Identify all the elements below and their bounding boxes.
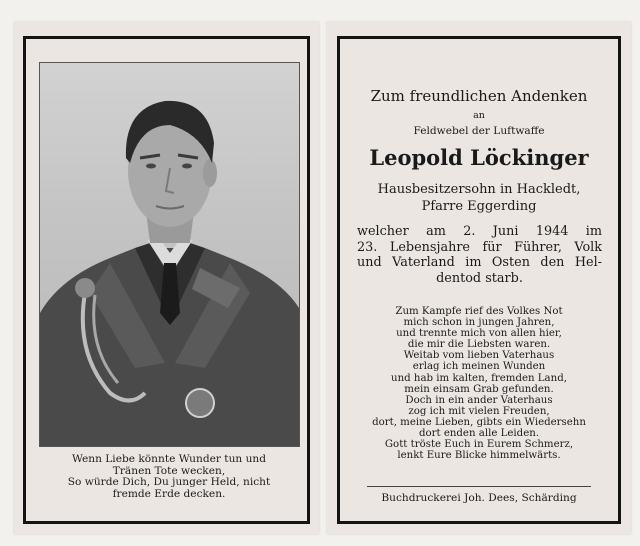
poem-line: Zum Kampfe rief des Volkes Not xyxy=(395,306,563,317)
parish-line: Pfarre Eggerding xyxy=(421,199,537,214)
poem-line: Weitab vom lieben Vaterhaus xyxy=(403,350,555,362)
poem-line: Doch in ein ander Vaterhaus xyxy=(405,394,553,406)
memorial-card-left-panel xyxy=(14,22,319,534)
memorial-heading: Zum freundlichen Andenken xyxy=(370,87,588,105)
verse-line: So würde Dich, Du junger Held, nicht xyxy=(67,476,271,489)
poem-line: und trennte mich von allen hier, xyxy=(396,328,562,340)
dedication-word: an xyxy=(473,110,485,121)
poem-line: mein einsam Grab gefunden. xyxy=(404,383,554,395)
poem-line: Gott tröste Euch in Eurem Schmerz, xyxy=(384,439,574,451)
poem-line: dort enden alle Leiden. xyxy=(418,428,540,440)
memorial-poem xyxy=(327,306,631,461)
poem-line: mich schon in jungen Jahren, xyxy=(403,317,555,329)
portrait-photo xyxy=(39,62,300,447)
poem-line: erlag ich meinen Wunden xyxy=(412,361,546,373)
memorial-card-right-panel xyxy=(327,22,631,534)
left-verse xyxy=(40,454,298,500)
printer-imprint: Buchdruckerei Joh. Dees, Schärding xyxy=(381,492,577,504)
military-rank: Feldwebel der Luftwaffe xyxy=(413,125,545,137)
poem-line: lenkt Eure Blicke himmelwärts. xyxy=(397,450,561,462)
deceased-name: Leopold Löckinger xyxy=(369,145,589,170)
poem-line: und hab im kalten, fremden Land, xyxy=(391,372,567,384)
verse-line: Tränen Tote wecken, xyxy=(112,464,226,477)
death-line: welcher am 2. Juni 1944 im xyxy=(357,224,602,239)
poem-line: zog ich mit vielen Freuden, xyxy=(408,405,550,417)
death-line: und Vaterland im Osten den Hel- xyxy=(357,255,602,270)
origin-line: Hausbesitzersohn in Hackledt, xyxy=(377,182,581,197)
death-statement xyxy=(357,224,602,286)
verse-line: Wenn Liebe könnte Wunder tun und xyxy=(71,453,267,465)
divider xyxy=(367,486,591,487)
death-line: dentod starb. xyxy=(436,270,523,286)
verse-line: fremde Erde decken. xyxy=(112,487,226,500)
death-line: 23. Lebensjahre für Führer, Volk xyxy=(357,239,602,255)
poem-line: die mir die Liebsten waren. xyxy=(407,339,551,351)
poem-line: dort, meine Lieben, gibts ein Wiedersehn xyxy=(372,416,586,428)
